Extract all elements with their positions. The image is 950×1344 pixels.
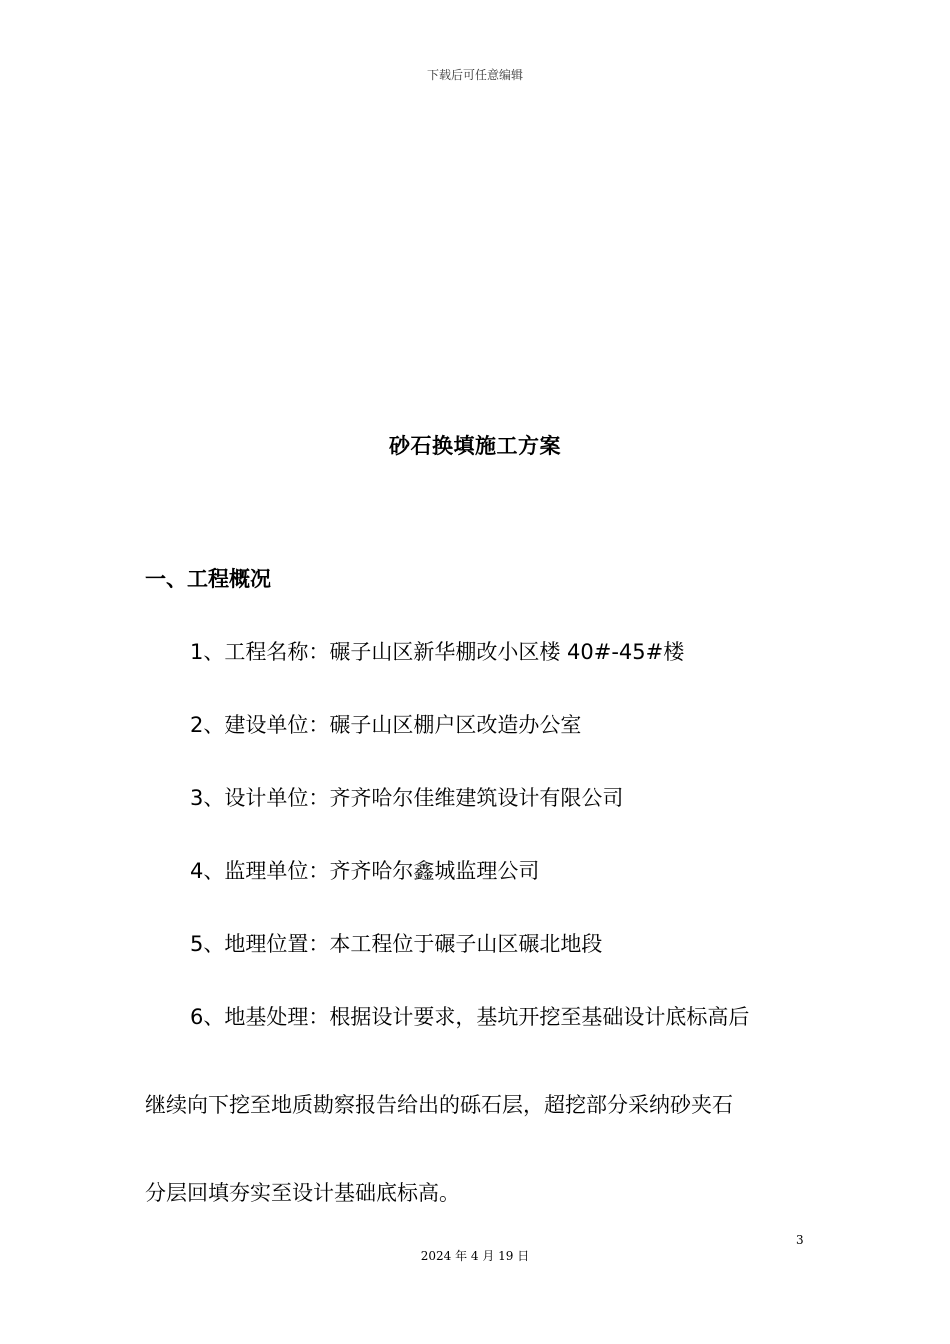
list-item-project-name: 1、工程名称：碾子山区新华棚改小区楼 40#-45#楼	[190, 640, 685, 664]
list-item-location: 5、地理位置：本工程位于碾子山区碾北地段	[190, 932, 603, 956]
paragraph-continuation: 分层回填夯实至设计基础底标高。	[145, 1181, 460, 1205]
list-item-foundation: 6、地基处理：根据设计要求，基坑开挖至基础设计底标高后	[190, 1005, 750, 1029]
list-item-owner: 2、建设单位：碾子山区棚户区改造办公室	[190, 713, 582, 737]
paragraph-continuation: 继续向下挖至地质勘察报告给出的砾石层，超挖部分采纳砂夹石	[145, 1093, 733, 1117]
section-heading: 一、工程概况	[145, 567, 271, 591]
page-number: 3	[796, 1233, 804, 1247]
header-note: 下载后可任意编辑	[426, 68, 523, 82]
document-title: 砂石换填施工方案	[389, 434, 561, 458]
list-item-supervisor: 4、监理单位：齐齐哈尔鑫城监理公司	[190, 859, 540, 883]
list-item-designer: 3、设计单位：齐齐哈尔佳维建筑设计有限公司	[190, 786, 624, 810]
footer-date: 2024 年 4 月 19 日	[420, 1249, 530, 1263]
